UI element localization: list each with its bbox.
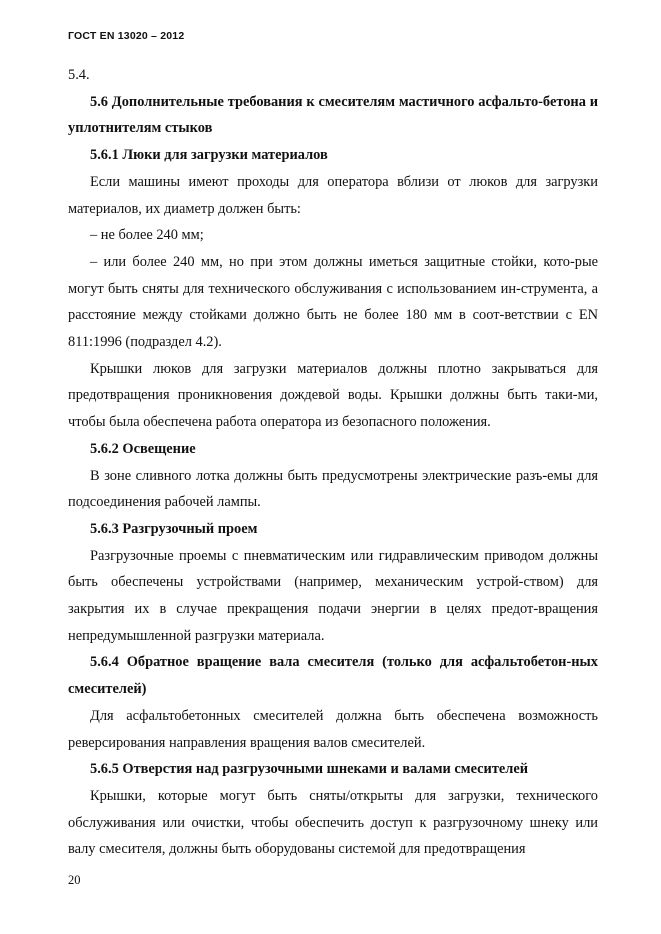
section-heading: 5.6.1 Люки для загрузки материалов bbox=[90, 147, 328, 164]
body-paragraph: Разгрузочные проемы с пневматическим или гидравлическим приводом должны быть обеспечены устройствами (например, механическим устрой-ством) для закрытия их в случае прекращения подачи энергии в целях предот-вращения непредумышленной разгрузки материала. bbox=[68, 547, 598, 644]
page-header: ГОСТ EN 13020 – 2012 bbox=[68, 30, 185, 42]
body-paragraph: Для асфальтобетонных смесителей должна быть обеспечена возможность реверсирования направления вращения валов смесителей. bbox=[68, 707, 598, 751]
section-heading: 5.6.5 Отверстия над разгрузочными шнеками и валами смесителей bbox=[90, 761, 529, 778]
page-number: 20 bbox=[68, 873, 81, 887]
section-heading: 5.6 Дополнительные требования к смесителям мастичного асфальто-бетона и уплотнителям стыков bbox=[68, 93, 598, 137]
list-item: – не более 240 мм; bbox=[90, 227, 204, 244]
body-paragraph: Если машины имеют проходы для оператора вблизи от люков для загрузки материалов, их диаметр должен быть: bbox=[68, 173, 598, 217]
page-content bbox=[68, 62, 598, 863]
section-heading: 5.6.3 Разгрузочный проем bbox=[90, 520, 258, 537]
section-heading: 5.6.2 Освещение bbox=[90, 440, 196, 457]
body-paragraph: Крышки, которые могут быть сняты/открыты для загрузки, технического обслуживания или очистки, чтобы обеспечить доступ к разгрузочному шнеку или валу смесителя, должны быть оборудованы системой для предотвращения bbox=[68, 787, 598, 858]
body-text: 5.4. bbox=[68, 67, 90, 83]
body-paragraph: Крышки люков для загрузки материалов должны плотно закрываться для предотвращения проникновения дождевой воды. Крышки должны быть таки-ми, чтобы была обеспечена работа оператора из безопасного положения. bbox=[68, 360, 598, 431]
list-item: – или более 240 мм, но при этом должны иметься защитные стойки, кото-рые могут быть сняты для технического обслуживания с использованием ин-струмента, а расстояние между стойками должно быть не более 180 мм в соот-ветствии с EN 811:1996 (подраздел 4.2). bbox=[68, 253, 598, 351]
body-paragraph: В зоне сливного лотка должны быть предусмотрены электрические разъ-емы для подсоединения рабочей лампы. bbox=[68, 467, 598, 511]
section-heading: 5.6.4 Обратное вращение вала смесителя (только для асфальтобетон-ных смесителей) bbox=[68, 654, 598, 698]
